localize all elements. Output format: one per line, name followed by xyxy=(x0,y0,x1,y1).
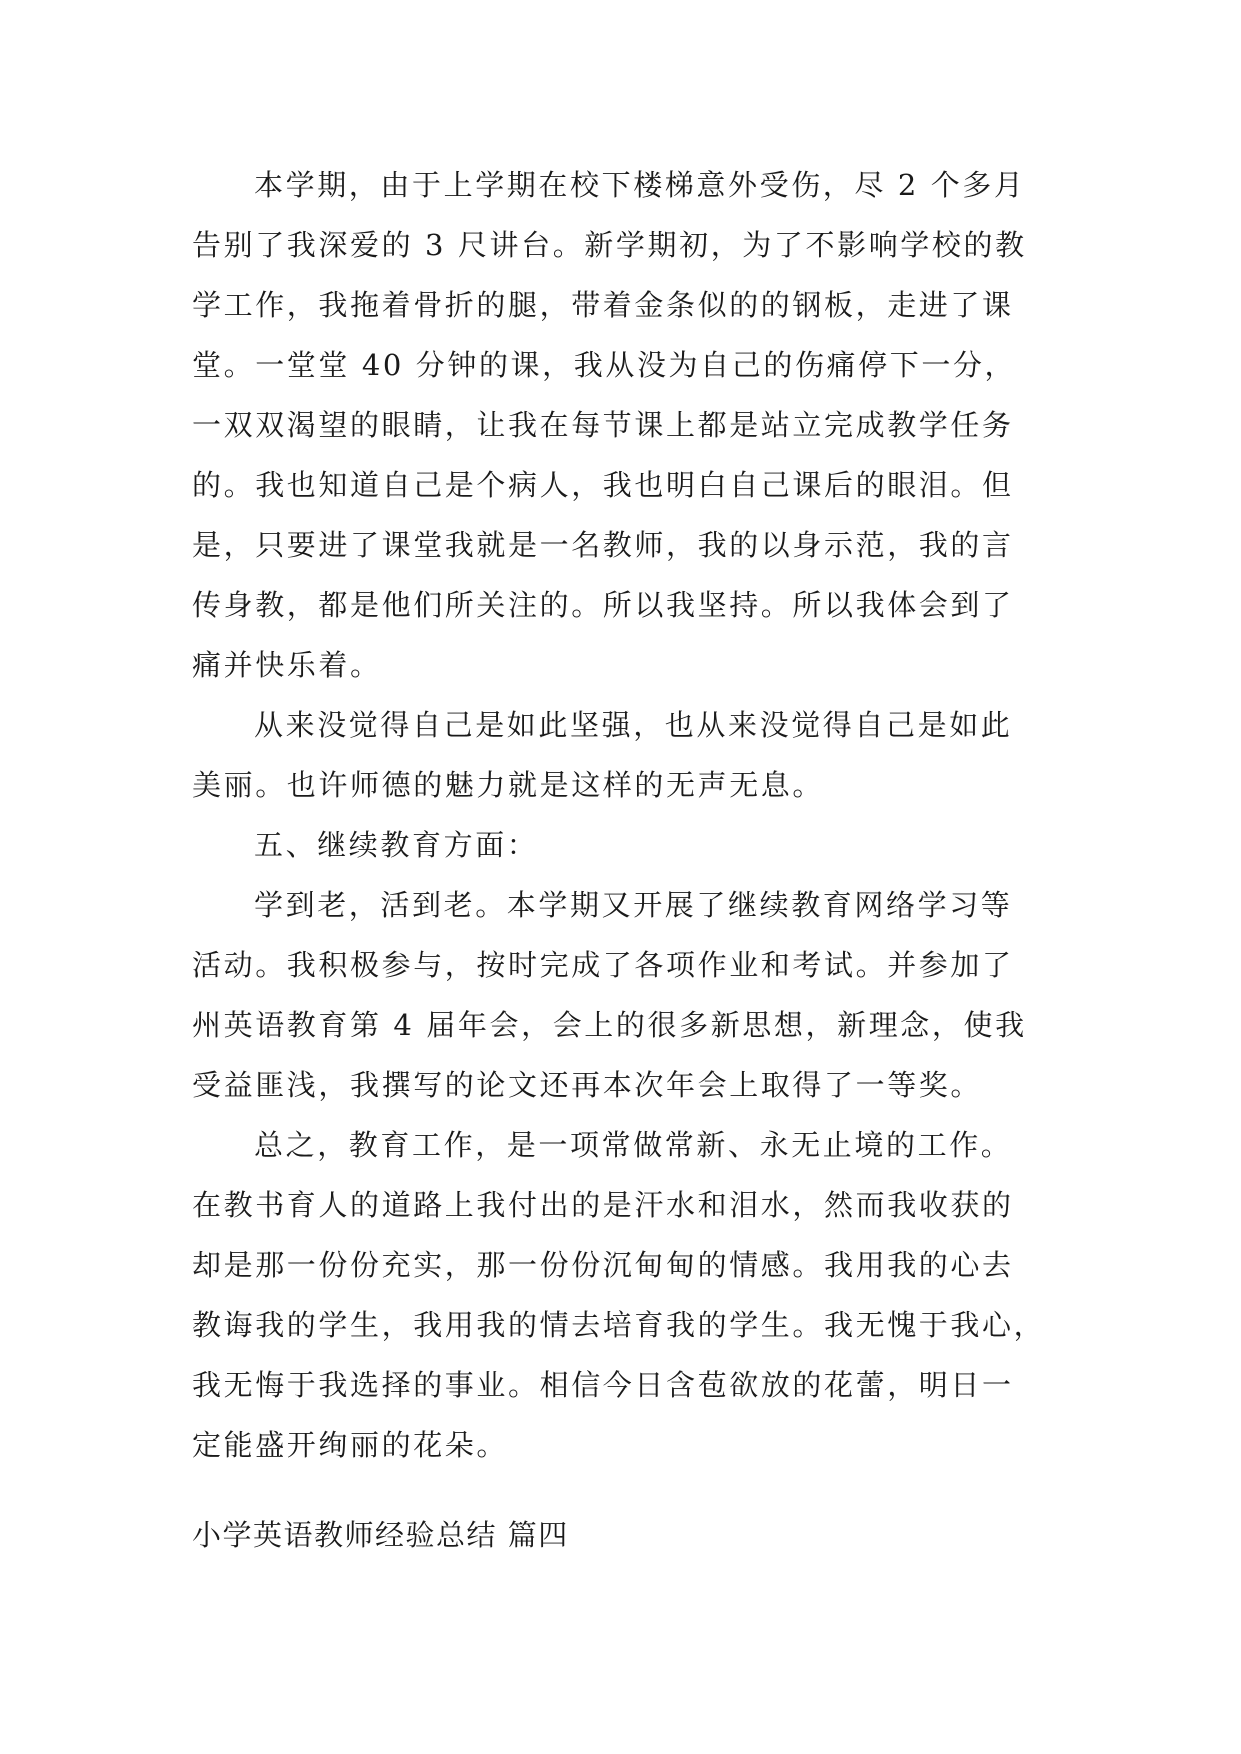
paragraph-line: 堂。一堂堂 40 分钟的课，我从没为自己的伤痛停下一分， xyxy=(192,348,1017,382)
paragraph-line: 一双双渴望的眼睛，让我在每节课上都是站立完成教学任务 xyxy=(192,408,1014,442)
paragraph-line: 是，只要进了课堂我就是一名教师，我的以身示范，我的言 xyxy=(192,528,1014,562)
paragraph-line: 美丽。也许师德的魅力就是这样的无声无息。 xyxy=(192,768,825,802)
paragraph-line: 州英语教育第 4 届年会，会上的很多新思想，新理念，使我 xyxy=(192,1008,1027,1042)
paragraph-line: 学工作，我拖着骨折的腿，带着金条似的的钢板，走进了课 xyxy=(192,288,1014,322)
section-title: 小学英语教师经验总结 篇四 xyxy=(192,1518,569,1552)
paragraph-line: 活动。我积极参与，按时完成了各项作业和考试。并参加了 xyxy=(192,948,1014,982)
paragraph-line: 告别了我深爱的 3 尺讲台。新学期初，为了不影响学校的教 xyxy=(192,228,1027,262)
paragraph-line: 学到老，活到老。本学期又开展了继续教育网络学习等 xyxy=(254,888,1013,922)
paragraph-line: 受益匪浅，我撰写的论文还再本次年会上取得了一等奖。 xyxy=(192,1068,983,1102)
paragraph-line: 总之，教育工作，是一项常做常新、永无止境的工作。 xyxy=(254,1128,1013,1162)
paragraph-line: 痛并快乐着。 xyxy=(192,648,382,682)
paragraph-line: 的。我也知道自己是个病人，我也明白自己课后的眼泪。但 xyxy=(192,468,1014,502)
paragraph-line: 从来没觉得自己是如此坚强，也从来没觉得自己是如此 xyxy=(254,708,1013,742)
paragraph-line: 本学期，由于上学期在校下楼梯意外受伤，尽 2 个多月 xyxy=(254,168,1026,202)
paragraph-line: 我无悔于我选择的事业。相信今日含苞欲放的花蕾，明日一 xyxy=(192,1368,1014,1402)
paragraph-line: 定能盛开绚丽的花朵。 xyxy=(192,1428,509,1462)
paragraph-line: 传身教，都是他们所关注的。所以我坚持。所以我体会到了 xyxy=(192,588,1014,622)
paragraph-line: 在教书育人的道路上我付出的是汗水和泪水，然而我收获的 xyxy=(192,1188,1014,1222)
paragraph-line: 教诲我的学生，我用我的情去培育我的学生。我无愧于我心， xyxy=(192,1308,1046,1342)
paragraph-line: 却是那一份份充实，那一份份沉甸甸的情感。我用我的心去 xyxy=(192,1248,1014,1282)
subsection-heading: 五、继续教育方面： xyxy=(254,828,539,862)
